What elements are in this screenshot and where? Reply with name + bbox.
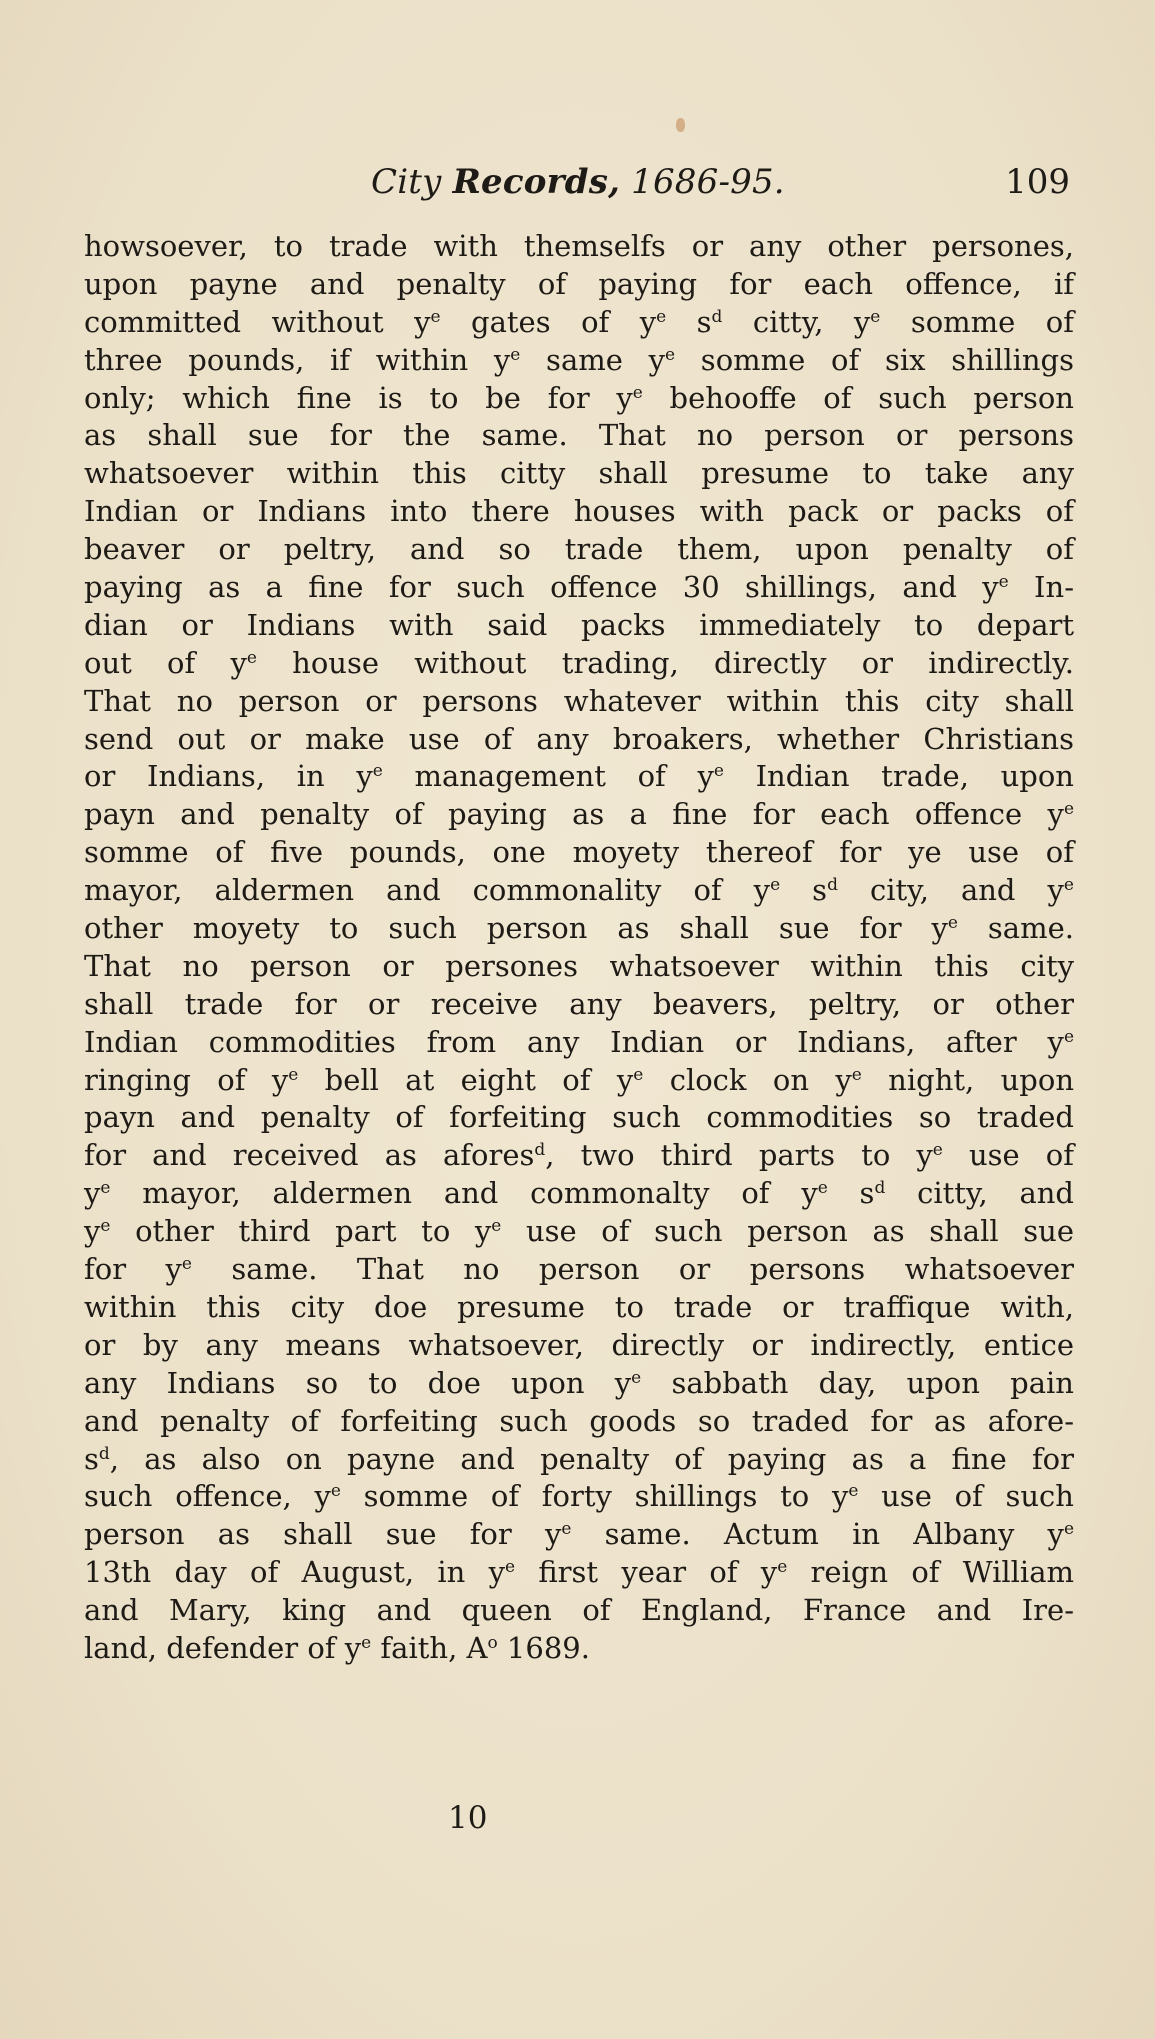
superscript: e xyxy=(510,344,521,365)
superscript: d xyxy=(98,1443,110,1464)
ink-spot xyxy=(676,118,685,132)
superscript: e xyxy=(505,1557,516,1578)
text-line: for $y^e$ same. That no person or persons whatsoever xyxy=(84,1252,1074,1287)
text-line: land, defender of $y^e$ faith, $A^o$ 1689. xyxy=(84,1630,590,1665)
text-line: shall trade for or receive any beavers, peltry, or other xyxy=(84,986,1074,1021)
text-line: or by any means whatsoever, directly or indirectly, entice xyxy=(84,1327,1074,1362)
text-line: $y^e$ mayor, aldermen and commonalty of $y^e$ $s^d$ citty, and xyxy=(84,1176,1074,1211)
superscript: e xyxy=(770,875,781,896)
superscript: e xyxy=(848,1481,859,1502)
superscript: e xyxy=(665,344,676,365)
superscript: e xyxy=(100,1216,111,1237)
text-line: 13th day of August, in $y^e$ first year of $y^e$ reign of William xyxy=(84,1555,1074,1590)
text-line: beaver or peltry, and so trade them, upon penalty of xyxy=(84,532,1074,567)
text-line: any Indians so to doe upon $y^e$ sabbath day, upon pain xyxy=(84,1365,1074,1400)
superscript: e xyxy=(288,1064,299,1085)
superscript: e xyxy=(561,1519,572,1540)
superscript: e xyxy=(372,761,383,782)
body-text xyxy=(84,228,1074,1668)
page-number: 109 xyxy=(1005,162,1070,202)
superscript: e xyxy=(870,306,881,327)
superscript: e xyxy=(330,1481,341,1502)
superscript: e xyxy=(246,647,257,668)
superscript: e xyxy=(998,572,1009,593)
superscript: e xyxy=(633,1064,644,1085)
text-line: person as shall sue for $y^e$ same. Actum in Albany $y^e$ xyxy=(84,1517,1074,1552)
text-line: three pounds, if within $y^e$ same $y^e$ somme of six shillings xyxy=(84,342,1074,377)
text-line: upon payne and penalty of paying for each offence, if xyxy=(84,266,1074,301)
superscript: e xyxy=(491,1216,502,1237)
text-line: other moyety to such person as shall sue for $y^e$ same. xyxy=(84,911,1074,946)
text-line: payn and penalty of paying as a fine for each offence $y^e$ xyxy=(84,797,1074,832)
text-line: only; which fine is to be for $y^e$ behooffe of such person xyxy=(84,380,1074,415)
superscript: e xyxy=(1063,1519,1074,1540)
superscript: e xyxy=(713,761,724,782)
superscript: e xyxy=(851,1064,862,1085)
text-line: howsoever, to trade with themselfs or any other persones, xyxy=(84,229,1074,263)
text-line: for and received as afores$^d$, two third parts to $y^e$ use of xyxy=(84,1138,1074,1173)
signature-mark: 10 xyxy=(448,1800,488,1836)
superscript: e xyxy=(631,1367,642,1388)
running-title xyxy=(371,162,785,202)
text-line: mayor, aldermen and commonality of $y^e$ $s^d$ city, and $y^e$ xyxy=(84,873,1074,908)
title-years: 1686-95. xyxy=(620,162,785,202)
text-line: within this city doe presume to trade or traffique with, xyxy=(84,1289,1074,1324)
text-line: payn and penalty of forfeiting such commodities so traded xyxy=(84,1100,1074,1135)
superscript: d xyxy=(827,875,838,896)
superscript: e xyxy=(181,1254,192,1275)
text-line: whatsoever within this citty shall presume to take any xyxy=(84,456,1074,491)
text-line: somme of five pounds, one moyety thereof for ye use of xyxy=(84,835,1074,870)
text-line: Indian or Indians into there houses with pack or packs of xyxy=(84,494,1074,529)
superscript: e xyxy=(100,1178,111,1199)
text-line: Indian commodities from any Indian or Indians, after $y^e$ xyxy=(84,1024,1074,1059)
superscript: e xyxy=(656,306,667,327)
text-line: committed without $y^e$ gates of $y^e$ $s^d$ citty, $y^e$ somme of xyxy=(84,304,1074,339)
text-line: $s^d$, as also on payne and penalty of paying as a fine for xyxy=(84,1441,1074,1476)
text-line: as shall sue for the same. That no person or persons xyxy=(84,418,1074,453)
text-line: $y^e$ other third part to $y^e$ use of such person as shall sue xyxy=(84,1214,1074,1249)
text-line: paying as a fine for such offence 30 shillings, and $y^e$ In- xyxy=(84,570,1074,605)
text-line: ringing of $y^e$ bell at eight of $y^e$ clock on $y^e$ night, upon xyxy=(84,1062,1074,1097)
superscript: e xyxy=(932,1140,943,1161)
text-line: dian or Indians with said packs immediately to depart xyxy=(84,607,1074,642)
text-line: or Indians, in $y^e$ management of $y^e$ Indian trade, upon xyxy=(84,759,1074,794)
text-line: That no person or persones whatsoever within this city xyxy=(84,948,1074,983)
superscript: e xyxy=(777,1557,788,1578)
superscript: e xyxy=(632,382,643,403)
running-header xyxy=(84,162,1070,212)
superscript: e xyxy=(1063,799,1074,820)
superscript: e xyxy=(1063,875,1074,896)
text-line: out of $y^e$ house without trading, directly or indirectly. xyxy=(84,645,1074,680)
superscript: d xyxy=(711,306,723,327)
superscript: e xyxy=(817,1178,828,1199)
superscript: e xyxy=(1063,1026,1074,1047)
text-line: and penalty of forfeiting such goods so traded for as afore- xyxy=(84,1403,1074,1438)
superscript: d xyxy=(874,1178,886,1199)
text-line: send out or make use of any broakers, whether Christians xyxy=(84,721,1074,756)
title-prefix: City xyxy=(371,162,453,202)
text-line: and Mary, king and queen of England, France and Ire- xyxy=(84,1593,1074,1628)
text-line: That no person or persons whatever within this city shall xyxy=(84,683,1074,718)
text-line: such offence, $y^e$ somme of forty shillings to $y^e$ use of such xyxy=(84,1479,1074,1514)
superscript: e xyxy=(361,1632,372,1653)
superscript: e xyxy=(947,913,958,934)
superscript: o xyxy=(487,1632,498,1653)
superscript: d xyxy=(534,1140,546,1161)
title-bold: Records, xyxy=(452,162,621,202)
superscript: e xyxy=(430,306,441,327)
